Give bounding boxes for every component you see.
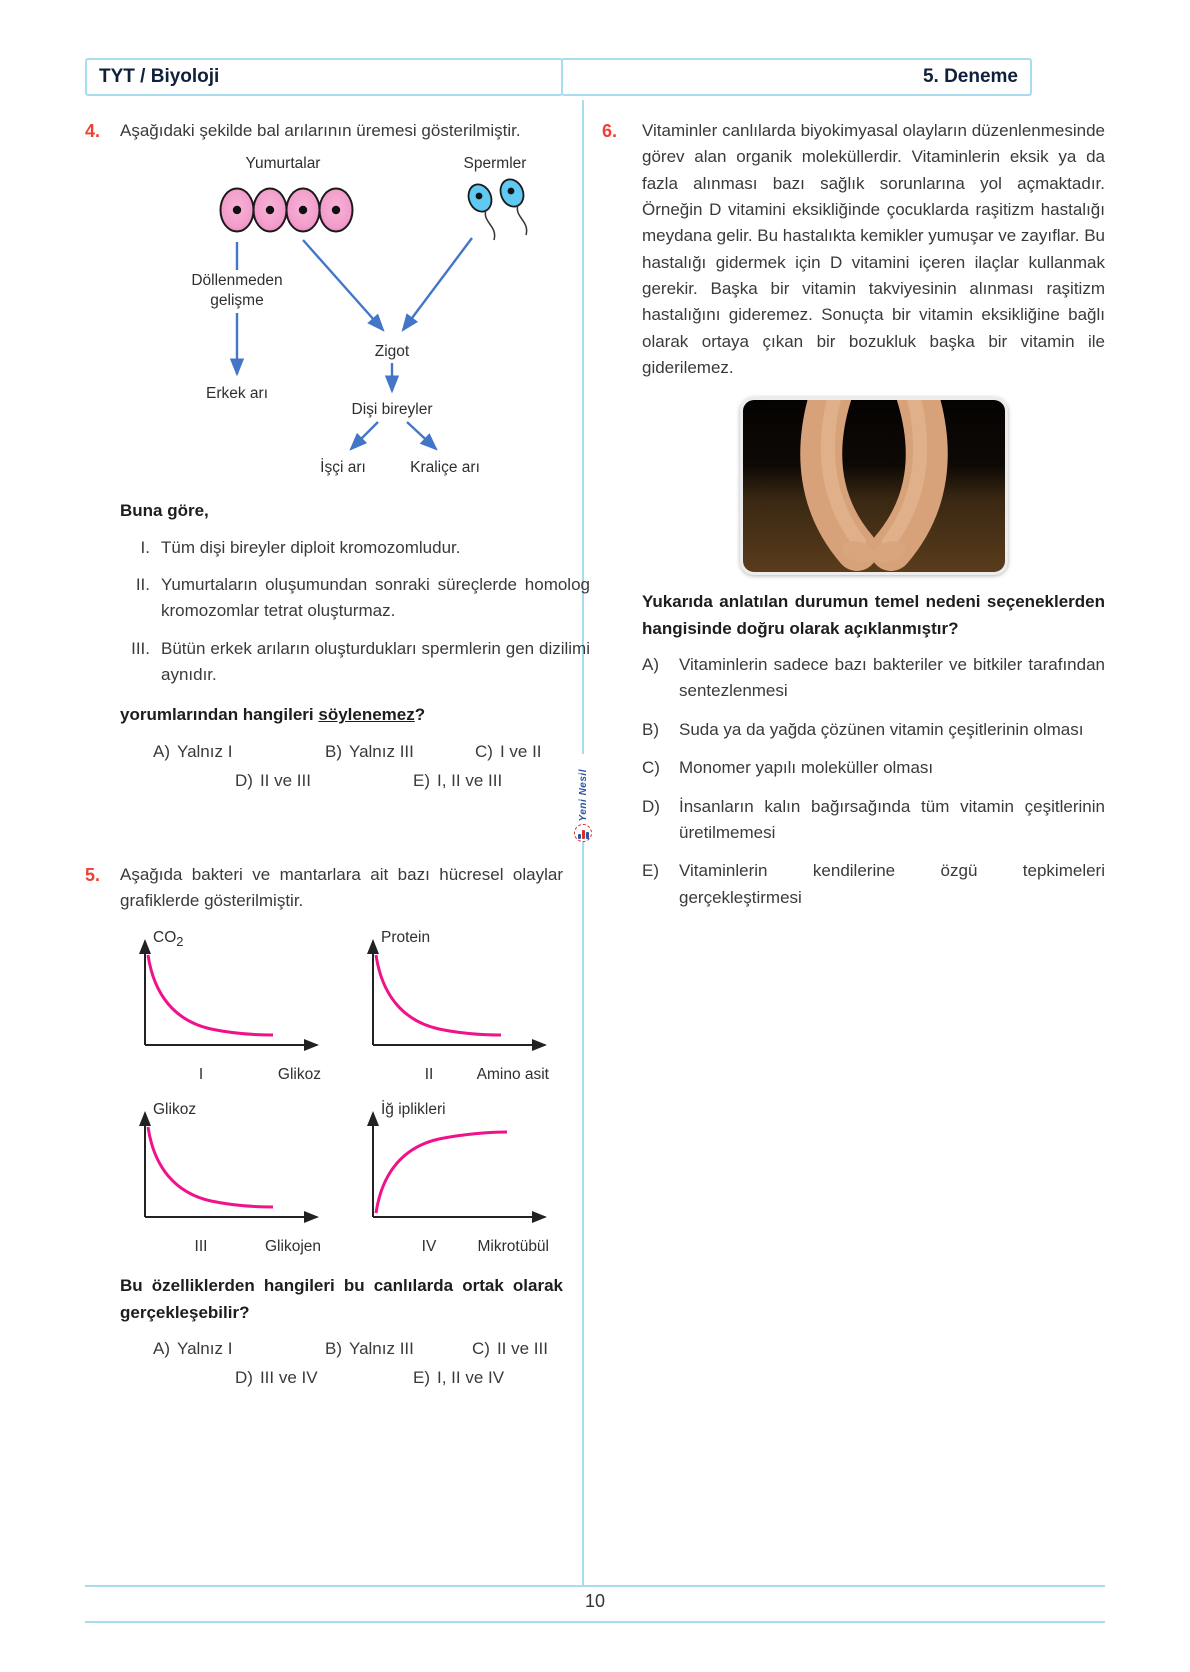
graph-1-x-label: Glikoz: [277, 1066, 321, 1084]
option-e: E) I, II ve III: [413, 770, 503, 790]
question-4-number: 4.: [85, 121, 101, 141]
page-number: 10: [584, 1591, 606, 1611]
graph-2-y-label: Protein: [381, 928, 431, 946]
zygote-label: Zigot: [374, 343, 410, 361]
exam-title: 5. Deneme: [922, 66, 1018, 87]
bee-diagram-graphics: [120, 150, 590, 488]
question-5-intro: Aşağıda bakteri ve mantarlara ait bazı hücresel olaylar grafiklerde gösterilmiştir.: [120, 865, 563, 911]
publisher-logo-text: Yeni Nesil: [577, 768, 589, 821]
option-c: C) II ve III: [472, 1339, 548, 1359]
option-d: D) İnsanların kalın bağırsağında tüm vitamin çeşitlerinin üretilmemesi: [642, 796, 1105, 842]
option-d: D) II ve III: [235, 770, 311, 790]
option-b: B) Yalnız III: [325, 741, 414, 761]
graph-3-x-label: Glikojen: [265, 1238, 321, 1256]
question-4-options-row-1: [120, 739, 590, 768]
graph-4-numeral: IV: [421, 1238, 437, 1256]
rickets-legs-photo: [740, 397, 1008, 575]
question-6-paragraph: Vitaminler canlılarda biyokimyasal olayların düzenlenmesinde görev alan organik moleküllerdir. Vitaminlerin eksik ya da fazla alınması bazı sağlık sorunlarına yol açmaktadır. Örneğin D vitamini eksikliğinde çocuklarda raşitizm hastalığı meydana gelir. Bu hastalıkta kemikler yumuşar ve zayıflar. Bu hastalığı gidermek için D vitamini içeren ilaçlar kullanmak gerekir. Başka bir vitamin takviyesinin alınması raşitizm hastalığını gideremez. Sonuçta bir vitamin eksikliğine bağlı olarak ortaya çıkan bir bozukluk başka bir vitamin ile giderilemez.: [642, 121, 1105, 378]
question-5-options-row-2: [120, 1365, 563, 1394]
publisher-chart-icon: [574, 824, 592, 842]
graph-3-y-label: Glikoz: [153, 1101, 197, 1119]
graph-1-numeral: I: [198, 1066, 204, 1084]
graph-4-y-label: İğ iplikleri: [381, 1101, 446, 1119]
header-course-box: [85, 58, 563, 96]
graph-2-x-label: Amino asit: [476, 1066, 549, 1084]
eggs-label: Yumurtalar: [245, 155, 321, 173]
course-title: TYT / Biyoloji: [99, 66, 220, 87]
question-6-stem: Yukarıda anlatılan durumun temel nedeni seçeneklerden hangisinde doğru olarak açıklanmıştır?: [642, 592, 1105, 638]
graph-3: [123, 1101, 335, 1259]
option-a: A) Yalnız I: [153, 1339, 233, 1359]
option-b: B) Suda ya da yağda çözünen vitamin çeşitlerinin olması: [642, 719, 1084, 739]
underlined-word: söylenemez: [318, 705, 415, 725]
graph-4: [351, 1101, 563, 1259]
graph-4-x-label: Mikrotübül: [477, 1238, 549, 1256]
question-4-options-row-2: [120, 768, 590, 797]
female-individuals-label: Dişi bireyler: [351, 401, 433, 419]
option-d: D) III ve IV: [235, 1368, 318, 1388]
rickets-legs-illustration: [743, 400, 1005, 572]
graph-2: [351, 929, 563, 1087]
statement-1: I. Tüm dişi bireyler diploit kromozomludur.: [140, 537, 461, 557]
header-exam-box: [561, 58, 1032, 96]
option-e: E) I, II ve IV: [413, 1368, 505, 1388]
graphs-grid: [123, 929, 563, 1260]
statement-3: III. Bütün erkek arıların oluşturdukları spermlerin gen dizilimi aynıdır.: [131, 638, 590, 685]
question-6: [602, 118, 1105, 923]
option-a: A) Yalnız I: [153, 741, 233, 761]
queen-bee-label: Kraliçe arı: [410, 459, 480, 477]
option-c: C) I ve II: [475, 741, 542, 761]
question-4-intro: Aşağıdaki şekilde bal arılarının üremesi gösterilmiştir.: [120, 121, 521, 140]
footer-line-bottom: [85, 1621, 1105, 1623]
option-e: E) Vitaminlerin kendilerine özgü tepkimeleri gerçekleştirmesi: [642, 861, 1105, 907]
question-6-number: 6.: [602, 121, 618, 141]
worker-bee-label: İşçi arı: [320, 459, 366, 477]
question-5: [85, 862, 563, 1394]
graph-1-y-label: $CO_2$: [153, 928, 184, 949]
question-5-number: 5.: [85, 865, 101, 885]
option-c: C) Monomer yapılı moleküller olması: [642, 758, 934, 778]
graph-3-numeral: III: [194, 1238, 208, 1256]
sperm-cells: [465, 176, 528, 240]
question-5-options-row-1: [120, 1336, 563, 1365]
graph-1: [123, 929, 335, 1087]
sperm-label: Spermler: [463, 155, 527, 173]
bee-reproduction-diagram: [120, 150, 590, 488]
option-a: A) Vitaminlerin sadece bazı bakteriler ve bitkiler tarafından sentezlenmesi: [642, 655, 1105, 701]
male-bee-label: Erkek arı: [205, 385, 269, 403]
question-4-stem: yorumlarından hangileri söylenemez?: [120, 705, 426, 725]
egg-cells: [221, 189, 353, 232]
question-4-lead-in: Buna göre,: [120, 501, 209, 521]
unfertilized-development-label: Döllenmeden gelişme: [179, 270, 295, 312]
question-5-stem: Bu özelliklerden hangileri bu canlılarda ortak olarak gerçekleşebilir?: [120, 1276, 563, 1322]
statement-2: II. Yumurtaların oluşumundan sonraki süreçlerde homolog kromozomlar tetrat oluşturmaz.: [135, 575, 590, 621]
option-b: B) Yalnız III: [325, 1339, 414, 1359]
graph-2-numeral: II: [424, 1066, 434, 1084]
footer-line-top: [85, 1585, 1105, 1587]
